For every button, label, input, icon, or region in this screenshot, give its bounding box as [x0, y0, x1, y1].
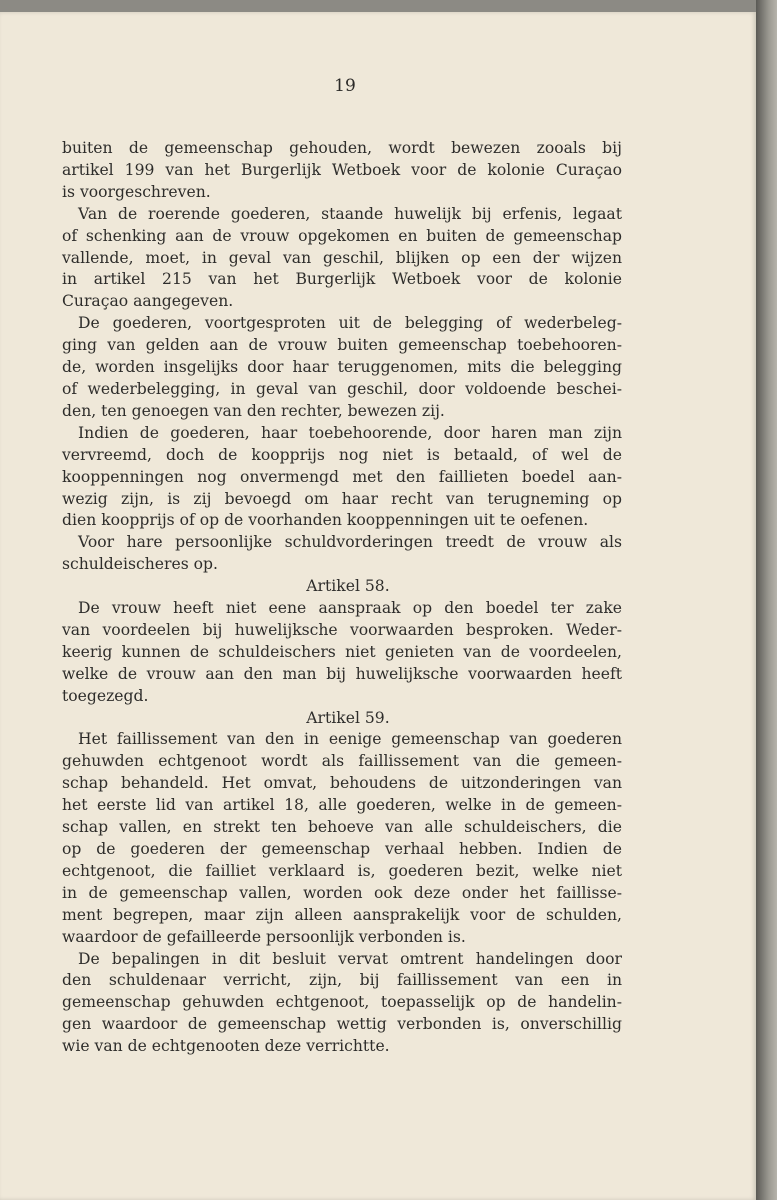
text-line: ment begrepen, maar zijn alleen aansprakelijk voor de schulden, [62, 905, 622, 924]
paragraph [62, 949, 622, 1059]
text-line: de, worden insgelijks door haar teruggenomen, mits die belegging [62, 358, 622, 377]
page-number: 19 [334, 76, 356, 96]
paragraph [62, 532, 622, 576]
text-line: is voorgeschreven. [62, 182, 211, 201]
text-line: schap behandeld. Het omvat, behoudens de uitzonderingen van [62, 774, 622, 793]
text-line: keerig kunnen de schuldeischers niet genieten van de voordeelen, [62, 642, 622, 661]
text-line: welke de vrouw aan den man bij huwelijksche voorwaarden heeft [62, 664, 622, 683]
page-edge [756, 0, 777, 1200]
text-line: of schenking aan de vrouw opgekomen en buiten de gemeenschap [62, 226, 622, 245]
paragraph [62, 204, 622, 314]
text-line: gemeenschap gehuwden echtgenoot, toepasselijk op de handelin- [62, 993, 622, 1012]
text-line: vallende, moet, in geval van geschil, blijken op een der wijzen [62, 248, 622, 267]
paragraph [62, 729, 622, 948]
text-line: ging van gelden aan de vrouw buiten gemeenschap toebehooren- [62, 336, 622, 355]
paragraph [62, 138, 622, 204]
text-line: den, ten genoegen van den rechter, bewezen zij. [62, 401, 445, 420]
text-line: in artikel 215 van het Burgerlijk Wetboek voor de kolonie [62, 270, 622, 289]
article-heading: Artikel 59. [306, 708, 390, 727]
document-page [0, 12, 756, 1200]
text-line: dien koopprijs of op de voorhanden kooppenningen uit te oefenen. [62, 511, 589, 530]
text-line: De bepalingen in dit besluit vervat omtrent handelingen door [78, 949, 622, 968]
text-line: buiten de gemeenschap gehouden, wordt bewezen zooals bij [62, 139, 622, 157]
text-line: artikel 199 van het Burgerlijk Wetboek voor de kolonie Curaçao [62, 160, 622, 179]
text-line: in de gemeenschap vallen, worden ook deze onder het faillisse- [62, 883, 622, 902]
text-line: echtgenoot, die failliet verklaard is, goederen bezit, welke niet [62, 861, 622, 880]
document-body [62, 138, 622, 1058]
text-line: schuldeischeres op. [62, 555, 218, 574]
text-line: waardoor de gefailleerde persoonlijk verbonden is. [62, 927, 466, 946]
paragraph [62, 598, 622, 708]
text-line: toegezegd. [62, 686, 149, 705]
text-line: vervreemd, doch de koopprijs nog niet is betaald, of wel de [62, 445, 622, 464]
text-line: De vrouw heeft niet eene aanspraak op den boedel ter zake [78, 599, 622, 618]
paragraph [62, 313, 622, 423]
text-line: op de goederen der gemeenschap verhaal hebben. Indien de [62, 840, 622, 858]
text-line: gehuwden echtgenoot wordt als faillissement van die gemeen- [62, 752, 622, 771]
text-line: wezig zijn, is zij bevoegd om haar recht van terugneming op [62, 489, 622, 508]
text-line: wie van de echtgenooten deze verrichtte. [62, 1037, 390, 1056]
text-line: Indien de goederen, haar toebehoorende, door haren man zijn [78, 423, 622, 442]
text-line: Van de roerende goederen, staande huwelijk bij erfenis, legaat [78, 204, 622, 223]
text-line: of wederbelegging, in geval van geschil, door voldoende beschei- [62, 379, 622, 398]
text-line: Curaçao aangegeven. [62, 292, 234, 311]
text-line: Het faillissement van den in eenige gemeenschap van goederen [78, 730, 622, 749]
text-line: den schuldenaar verricht, zijn, bij faillissement van een in [62, 971, 622, 990]
text-line: het eerste lid van artikel 18, alle goederen, welke in de gemeen- [62, 796, 622, 815]
text-line: Voor hare persoonlijke schuldvorderingen treedt de vrouw als [78, 533, 622, 552]
article-heading: Artikel 58. [306, 577, 390, 596]
text-line: kooppenningen nog onvermengd met den faillieten boedel aan- [62, 467, 622, 486]
paragraph [62, 423, 622, 533]
text-line: gen waardoor de gemeenschap wettig verbonden is, onverschillig [62, 1015, 622, 1034]
text-line: van voordeelen bij huwelijksche voorwaarden besproken. Weder- [62, 620, 622, 639]
text-line: De goederen, voortgesproten uit de belegging of wederbeleg- [78, 314, 622, 333]
text-line: schap vallen, en strekt ten behoeve van alle schuldeischers, die [62, 818, 622, 837]
